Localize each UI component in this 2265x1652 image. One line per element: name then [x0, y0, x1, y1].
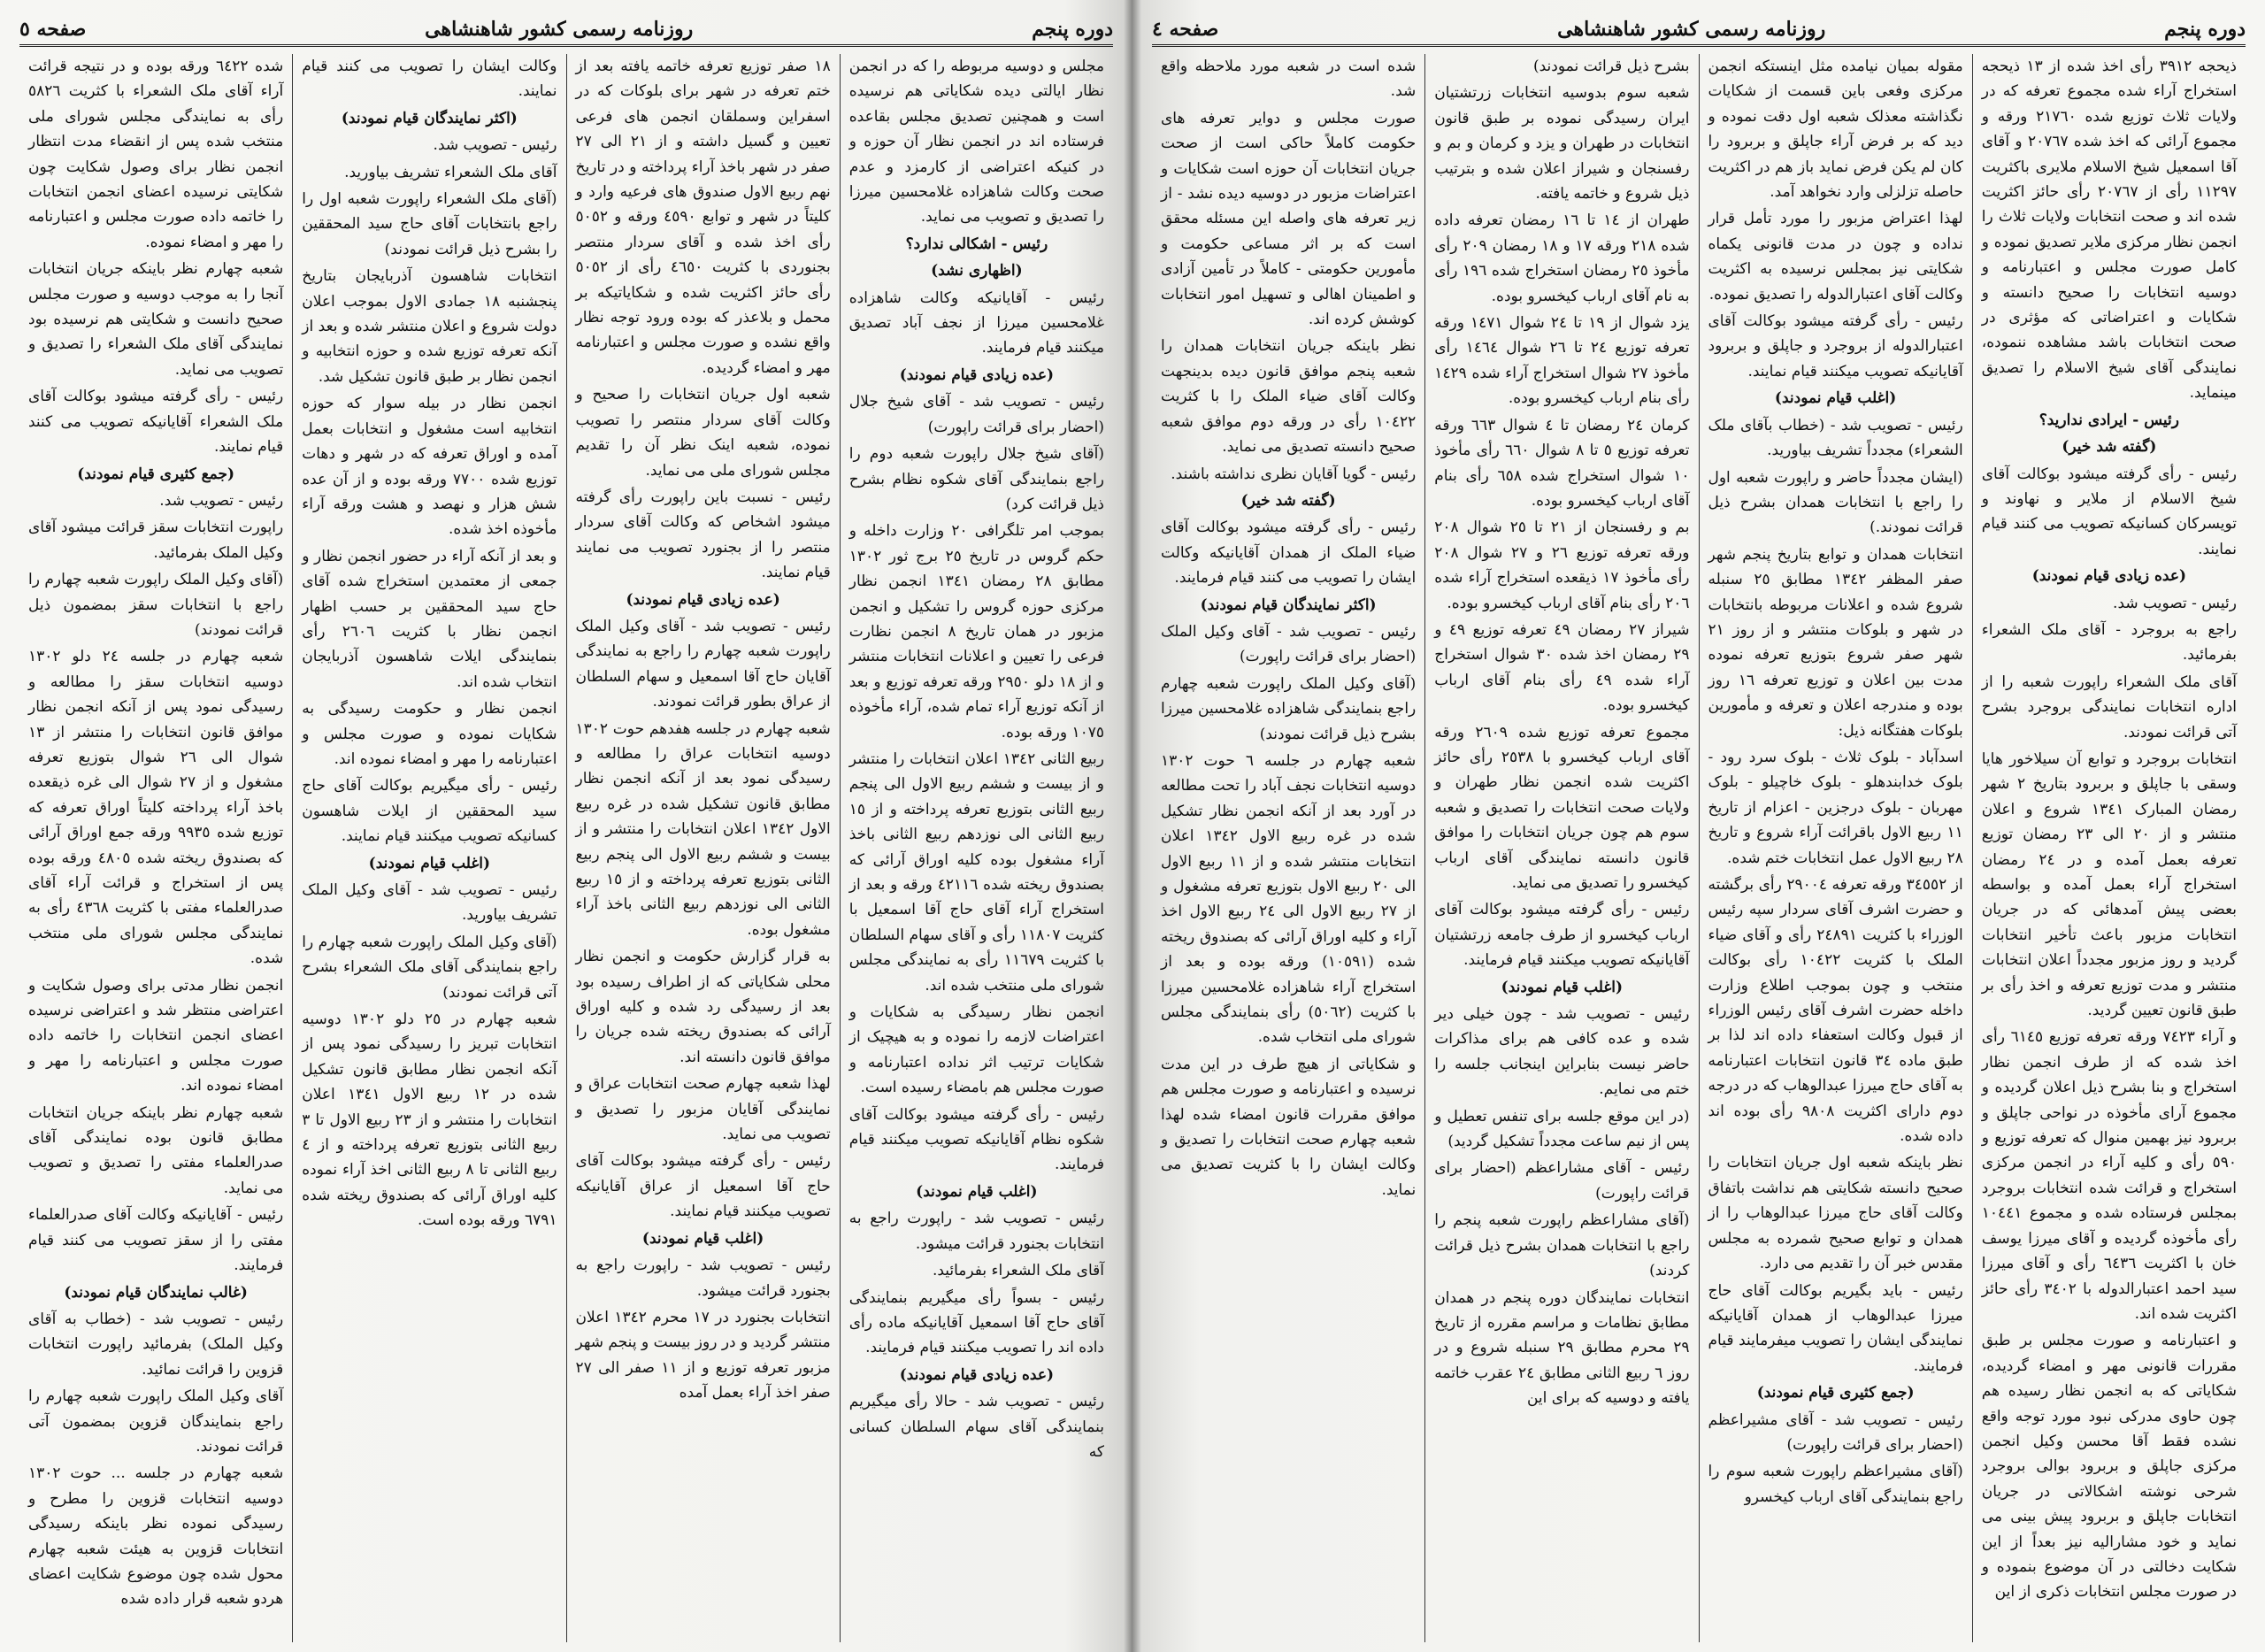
paragraph: لهذا شعبه چهارم صحت انتخابات عراق و نمایندگی آقایان مزبور را تصدیق و تصویب می نماید.: [575, 1075, 831, 1144]
paragraph: شعبه چهارم در جلسه ٢٤ دلو ١٣٠٢ دوسیه انتخابات سقز را مطالعه و رسیدگی نمود پس از آنکه انجمن نظار موافق قانون انتخابات را منتشر از ١٣ شوال الی ٢٦ شوال بتوزیع تعرفه مشغول و از ٢٧ شوال الی غره ذیقعده باخذ آراء پرداخته کلیتاً اوراق تعرفه که توزیع شده ٩٩٣٥ ورقه جمع اوراق آرائی که بصندوق ریخته شده ٤٨٠٥ ورقه بوده پس از استخراج و قرائت آراء آقای صدرالعلماء مفتی با کثریت ٤٣٦٨ رأی به نمایندگی مجلس شورای ملی منتخب شده.: [28, 648, 284, 968]
paragraph: (گفته شد خیر): [1240, 491, 1336, 510]
paragraph: و شکایاتی از هیچ طرف در این مدت نرسیده و اعتبارنامه و صورت مجلس هم موافق مقررات قانون امضاء شده لهذا شعبه چهارم صحت انتخابات را تصدیق و وکالت ایشان را با کثریت تصدیق می نماید.: [1161, 1055, 1417, 1199]
paragraph: مجموع تعرفه توزیع شده ٢٦٠٩ ورقه آقای ارباب کیخسرو با ٢٥٣٨ رأی حائز اکثریت شده انجمن نظار طهران و ولایات صحت انتخابات را تصدیق و شعبه سوم هم چون جریان انتخابات را موافق قانون دانسته نمایندگی آقای ارباب کیخسرو را تصدیق می نماید.: [1434, 723, 1690, 892]
paragraph: یزد شوال از ١٩ تا ٢٤ شوال ١٤٧١ ورقه تعرفه توزیع ٢٤ تا ٢٦ شوال ١٤٦٤ رأی مأخوذ ٢٧ شوال استخراج آراء شده ١٤٢٩ رأی بنام ارباب کیخسرو بوده.: [1434, 314, 1690, 408]
paragraph: انجمن نظار در بیله سوار که حوزه انتخابیه است مشغول و انتخابات بعمل آمده و اوراق تعرفه که در شهر و دهات توزیع شده ٧٧٠٠ ورقه بوده و از آن عده شش هزار و نهصد و هشت ورقه آراء مأخوذه اخذ شده.: [302, 395, 557, 539]
paragraph: و آراء ٧٤٢٣ ورقه تعرفه توزیع ٦١٤٥ رأی اخذ شده که از طرف انجمن نظار استخراج و بنا بشرح ذیل اعلان گردیده و مجموع آرای مأخوذه در نواحی جاپلق و بربرود نیز بهمین منوال که تعرفه توزیع و ٥٩٠ رأی و کلیه آراء در انجمن مرکزی استخراج و قرائت شده انتخابات بروجرد بمجلس فرستاده شده و مجموع ١٠٤٤١ رأی مأخوذه گردیده و آقای میرزا یوسف خان با اکثریت ٦٤٣٦ رأی و آقای میرزا سید احمد اعتبارالدوله با ٣٤٠٢ رأی حائز اکثریت شده اند.: [1981, 1028, 2237, 1323]
paragraph: شعبه چهارم در جلسه هفدهم حوت ١٣٠٢ دوسیه انتخابات عراق را مطالعه و رسیدگی نمود بعد از آنکه انجمن نظار مطابق قانون تشکیل شده در غره ربیع الاول ١٣٤٢ اعلان انتخابات را منتشر و از بیست و ششم ربیع الاول الی پنجم ربیع الثانی بتوزیع تعرفه پرداخته و از ١٥ ربیع الثانی الی نوزدهم ربیع الثانی باخذ آراء مشغول بوده.: [575, 719, 831, 939]
paragraph: ربیع الثانی ١٣٤٢ اعلان انتخابات را منتشر و از بیست و ششم ربیع الاول الی پنجم ربیع الثانی بتوزیع تعرفه پرداخته و از ١٥ ربیع الثانی الی نوزدهم ربیع الثانی باخذ آراء مشغول بوده کلیه اوراق آرائی که بصندوق ریخته شده ٤٢١١٦ ورقه و بعد از استخراج آراء آقای حاج آقا اسمعیل با کثریت ١١٨٠٧ رأی و آقای سهام السلطان با کثریت ١١٦٧٩ رأی به نمایندگی مجلس شورای ملی منتخب شده اند.: [848, 749, 1104, 995]
paragraph: شده است در شعبه مورد ملاحظه واقع شد.: [1161, 58, 1417, 101]
paragraph: رئیس - تصویب شد - راپورت راجع به انتخابات بجنورد قرائت میشود.: [848, 1210, 1104, 1253]
text-column: [19, 54, 292, 1642]
paragraph: رئیس - نسبت باین راپورت رأی گرفته میشود اشخاص که وکالت آقای سردار منتصر را از بجنورد تصویب می نمایند قیام نمایند.: [575, 488, 831, 582]
right-page: [1132, 0, 2265, 1652]
left-page: [0, 0, 1132, 1652]
paragraph: راپورت انتخابات سقز قرائت میشود آقای وکیل الملک بفرمائید.: [28, 519, 284, 562]
paragraph: به قرار گزارش حکومت و انجمن نظار محلی شکایاتی که از اطراف رسیده بود بعد از رسیدگی رد شده و کلیه اوراق آرائی که بصندوق ریخته شده جریان را موافق قانون دانسته اند.: [575, 948, 831, 1066]
columns: [1152, 54, 2246, 1642]
paragraph: رئیس - آقای مشاراعظم (احضار برای قرائت راپورت): [1434, 1159, 1690, 1203]
paragraph: کرمان ٢٤ رمضان تا ٤ شوال ٦٦٣ ورقه تعرفه توزیع ٥ تا ٨ شوال ٦٦٠ رأی مأخوذ ١٠ شوال استخراج شده ٦٥٨ رأی بنام آقای ارباب کیخسرو بوده.: [1434, 416, 1690, 510]
paragraph: رئیس - ایرادی ندارید؟: [2038, 411, 2179, 429]
paragraph: رئیس - تصویب شد - (خطاب بآقای ملک الشعراء) مجدداً تشریف بیاورید.: [1708, 416, 1963, 460]
paragraph: شعبه چهارم در جلسه ٦ حوت ١٣٠٢ دوسیه انتخابات نجف آباد را تحت مطالعه در آورد بعد از آنکه انجمن نظار تشکیل شده در غره ربیع الاول ١٣٤٢ اعلان انتخابات منتشر شده و از ١١ ربیع الاول الی ٢٠ ربیع الاول بتوزیع تعرفه مشغول و از ٢٧ ربیع الاول الی ٢٤ ربیع الاول اخذ آراء و کلیه اوراق آرائی که بصندوق ریخته شده (١٠٥٩١) ورقه بوده و بعد از استخراج آراء شاهزاده غلامحسین میرزا با کثریت (٥٠٦٢) رأی بنمایندگی مجلس شورای ملی انتخاب شده.: [1161, 751, 1417, 1047]
paragraph: وکالت ایشان را تصویب می کنند قیام نمایند.: [302, 58, 557, 101]
page-header: [1152, 14, 2246, 47]
text-column: [840, 54, 1113, 1642]
period-label: دوره پنجم: [2164, 18, 2246, 41]
paragraph: رئیس - رأی گرفته میشود بوکالت آقای ارباب کیخسرو از طرف جامعه زرتشتیان آقایانیکه تصویب میکنند قیام فرمایند.: [1434, 901, 1690, 970]
paragraph: رئیس - تصویب شد.: [2113, 594, 2237, 612]
paragraph: مجلس و دوسیه مربوطه را که در انجمن نظار ایالتی دیده شکایاتی هم نرسیده است و همچنین تصدیق مجلس بقاعده فرستاده اند در انجمن نظار آن حوزه و در کنیکه اعتراضی از کارمزد و عدم صحت وکالت شاهزاده غلامحسین میرزا را تصدیق و تصویب می نماید.: [848, 58, 1104, 227]
paragraph: انجمن نظار و حکومت رسیدگی به شکایات نموده و صورت مجلس و اعتبارنامه را مهر و امضاء نموده اند.: [302, 700, 557, 768]
paragraph: رئیس - آقایانیکه وکالت آقای صدرالعلماء مفتی را از سقز تصویب می کنند قیام فرمایند.: [28, 1206, 284, 1275]
paragraph: (اغلب قیام نمودند): [368, 854, 491, 872]
paragraph: رئیس - رأی میگیریم بوکالت آقای حاج سید المحققین از ایلات شاهسون کسانیکه تصویب میکنند قیام نمایند.: [302, 777, 557, 846]
paragraph: رئیس - تصویب شد - آقای وکیل الملک (احضار برای قرائت راپورت): [1161, 622, 1417, 666]
paragraph: رئیس - رأی گرفته میشود بوکالت آقای حاج آقا اسمعیل از عراق آقایانیکه تصویب میکنند قیام نمایند.: [575, 1152, 831, 1221]
paragraph: (ایشان مجدداً حاضر و راپورت شعبه اول را راجع با انتخابات همدان بشرح ذیل قرائت نمودند.): [1708, 468, 1963, 537]
paragraph: آقای وکیل الملک راپورت شعبه چهارم را راجع بنمایندگان قزوین بمضمون آتی قرائت نمودند.: [28, 1387, 284, 1456]
paragraph: انتخابات همدان و توابع بتاریخ پنجم شهر صفر المظفر ١٣٤٢ مطابق ٢٥ سنبله شروع شده و اعلانات مربوطه بانتخابات در شهر و بلوکات منتشر و از روز ٢١ شهر صفر شروع بتوزیع تعرفه نموده مدت بین اعلان و توزیع تعرفه ١٦ روز بوده و مندرجه اعلان و تعرفه و مأمورین بلوکات هفتگانه ذیل:: [1708, 545, 1963, 740]
paragraph: (جمع کثیری قیام نمودند): [1756, 1384, 1915, 1402]
paragraph: رئیس - رأی گرفته میشود بوکالت آقای ملک الشعراء آقایانیکه تصویب می کنند قیام نمایند.: [28, 388, 284, 457]
paragraph: (اکثر نمایندگان قیام نمودند): [341, 109, 518, 127]
paragraph: (در این موقع جلسه برای تنفس تعطیل و پس از نیم ساعت مجدداً تشکیل گردید): [1434, 1107, 1690, 1151]
paragraph: ١٨ صفر توزیع تعرفه خاتمه یافته بعد از ختم تعرفه در شهر برای بلوکات که در اسفراین وسملقان انجمن های فرعی تعیین و گسیل داشته و از ٢١ الی ٢٧ صفر در شهر باخذ آراء پرداخته و در تاریخ نهم ربیع الاول صندوق های فرعیه وارد و کلیتاً در شهر و توابع ٤٥٩٠ ورقه و ٥٠٥٢ رأی اخذ شده و آقای سردار منتصر بجنوردی با کثریت ٤٦٥٠ رأی از ٥٠٥٢ رأی حائز اکثریت شده و شکایاتیکه بر محمل و بلاعذر که بوده ورود توجه نظار واقع نشده و صورت مجلس و اعتبارنامه مهر و امضاء گردیده.: [575, 58, 831, 377]
paragraph: (آقای وکیل الملک راپورت شعبه چهارم را راجع با انتخابات سقز بمضمون ذیل قرائت نمودند): [28, 571, 284, 639]
text-column: [1972, 54, 2246, 1642]
paragraph: (اظهاری نشد): [931, 262, 1023, 280]
paragraph: (عده زیادی قیام نمودند): [626, 590, 780, 609]
paragraph: انتخابات شاهسون آذربایجان بتاریخ پنجشنبه ١٨ جمادی الاول بموجب اعلان دولت شروع و اعلان منتشر شده و بعد از آنکه تعرفه توزیع شده و حوزه انتخابیه و انجمن نظار بر طبق قانون تشکیل شد.: [302, 267, 557, 386]
paragraph: نظر باینکه شعبه اول جریان انتخابات را صحیح دانسته شکایتی هم نداشت باتفاق وکالت آقای حاج میرزا عبدالوهاب را از همدان و توابع صحیح شمرده به مجلس مقدس خبر آن را تقدیم می دارد.: [1708, 1154, 1963, 1273]
paragraph: از ٣٤٥٥٢ ورقه تعرفه ٢٩٠٠٤ رأی برگشته و حضرت اشرف آقای سردار سپه رئیس الوزراء با کثریت ٢٤٨٩١ رأی و آقای ضیاء الملک با کثریت ١٠٤٢٢ رأی بوکالت منتخب و چون بموجب اطلاع وزارت داخله حضرت اشرف آقای رئیس الوزراء از قبول وکالت استعفاء داده اند لذا بر طبق ماده ٣٤ قانون انتخابات اعتبارنامه به آقای حاج میرزا عبدالوهاب که در درجه دوم دارای اکثریت ٩٨٠٨ رأی بوده اند داده شده.: [1708, 876, 1963, 1146]
paragraph: (آقای وکیل الملک راپورت شعبه چهارم را راجع بنمایندگی آقای ملک الشعراء بشرح آتی قرائت نمودند): [302, 933, 557, 1002]
paragraph: ذیحجه ٣٩١٢ رأی اخذ شده از ١٣ ذیحجه استخراج آراء شده مجموع تعرفه که در ولایات ثلاث توزیع شده ٢١٧٦٠ ورقه و مجموع آرائی که اخذ شده ٢٠٧٦٧ و آقای آقا اسمعیل شیخ الاسلام ملایری باکثریت ١١٢٩٧ رأی از ٢٠٧٦٧ رأی حائز اکثریت شده اند و صحت انتخابات ولایات ثلاث را انجمن نظار مرکزی ملایر تصدیق نموده و کامل صورت مجلس و اعتبارنامه و دوسیه انتخابات را صحیح دانسته و شکایات و اعتراضاتی که مؤثری در صحت انتخابات باشد مشاهده ننموده، نمایندگی آقای شیخ الاسلام را تصدیق مینماید.: [1981, 58, 2237, 403]
paragraph: شعبه چهارم نظر باینکه جریان انتخابات آنجا را به موجب دوسیه و صورت مجلس صحیح دانست و شکایتی هم نرسیده بود نمایندگی آقای ملک الشعراء را تصدیق و تصویب می نماید.: [28, 260, 284, 379]
paragraph: رئیس - تصویب شد - آقای وکیل الملک تشریف بیاورید.: [302, 881, 557, 925]
paragraph: مقوله بمیان نیامده مثل اینستکه انجمن مرکزی وفعی باین قسمت از شکایات نگذاشته معذلک شعبه اول دقت نموده و دید که بر فرض آراء جاپلق و بربرود را کان لم یکن فرض نماید باز هم در اکثریت حاصله تزلزلی وارد نخواهد آمد.: [1708, 58, 1963, 202]
paragraph: و اعتبارنامه و صورت مجلس بر طبق مقررات قانونی مهر و امضاء گردیده، شکایاتی که به انجمن نظار رسیده هم چون حاوی مدرکی نبود مورد توجه واقع نشده فقط آقا محسن وکیل انجمن مرکزی جاپلق و بربرود بوالی بروجرد شرحی نوشته اشکالاتی در جریان انتخابات جاپلق و بربرود پیش بینی می نماید و خود مشارالیه نیز بعداً از این شکایت دخالتی در آن موضوع بنموده و در صورت مجلس انتخابات ذکری از این: [1981, 1332, 2237, 1602]
paragraph: (اغلب قیام نمودند): [641, 1229, 764, 1248]
text-column: [292, 54, 565, 1642]
paragraph: صورت مجلس و دوایر تعرفه های حکومت کاملاً حاکی است از صحت جریان انتخابات آن حوزه است شکایات و اعتراضات مزبور در دوسیه دیده نشد - از زیر تعرفه های واصله این مسئله محقق است که بر اثر مساعی حکومت و مأمورین حکومتی - کاملاً در تأمین آزادی و اطمینان اهالی و تسهیل امور انتخابات کوشش کرده اند.: [1161, 109, 1417, 329]
page-number: صفحه ٥: [19, 18, 87, 41]
paragraph: رئیس - تصویب شد.: [159, 491, 284, 510]
paragraph: (اغلب قیام نمودند): [1774, 389, 1897, 408]
paragraph: (آقای شیخ جلال راپورت شعبه دوم را راجع بنمایندگی آقای شکوه نظام بشرح ذیل قرائت کرد): [848, 445, 1104, 513]
paragraph: شیراز ٢٧ رمضان ٤٩ تعرفه توزیع ٤٩ و ٢٩ رمضان اخذ شده ٣٠ شوال استخراج آراء شده ٤٩ رأی بنام آقای ارباب کیخسرو بوده.: [1434, 620, 1690, 715]
paragraph: (اکثر نمایندگان قیام نمودند): [1200, 595, 1377, 614]
paragraph: آقای ملک الشعراء راپورت شعبه را از اداره انتخابات نمایندگی بروجرد بشرح آتی قرائت نمودند.: [1981, 672, 2237, 741]
paragraph: رئیس - بسواً رأی میگیریم بنمایندگی آقای حاج آقا اسمعیل آقایانیکه ماده رأی داده اند را تصویب میکنند قیام فرمایند.: [848, 1288, 1104, 1357]
paragraph: رئیس - تصویب شد - چون خیلی دیر شده و عده کافی هم برای مذاکرات حاضر نیست بنابراین اینجانب جلسه را ختم می نمایم.: [1434, 1005, 1690, 1099]
text-column: [566, 54, 840, 1642]
paragraph: بم و رفسنجان از ٢١ تا ٢٥ شوال ٢٠٨ ورقه تعرفه توزیع ٢٦ و ٢٧ شوال ٢٠٨ رأی مأخوذ ١٧ ذیقعده استخراج آراء شده ٢٠٦ رأی بنام آقای ارباب کیخسرو بوده.: [1434, 519, 1690, 612]
paragraph: رئیس - باید بگیریم بوکالت آقای حاج میرزا عبدالوهاب از همدان آقایانیکه نمایندگی ایشان را تصویب میفرمایند قیام فرمایند.: [1708, 1281, 1963, 1375]
paragraph: شعبه چهارم نظر باینکه جریان انتخابات مطابق قانون بوده نمایندگی آقای صدرالعلماء مفتی را تصدیق و تصویب می نماید.: [28, 1103, 284, 1197]
paragraph: رئیس - تصویب شد - (خطاب به آقای وکیل الملک) بفرمائید راپورت انتخابات قزوین را قرائت نمائید.: [28, 1310, 284, 1379]
paragraph: (غالب نمایندگان قیام نمودند): [64, 1283, 248, 1302]
paragraph: لهذا اعتراض مزبور را مورد تأمل قرار نداده و چون در مدت قانونی یکماه شکایتی نیز بمجلس نرسیده به اکثریت وکالت آقای اعتبارالدوله را تصدیق نموده.: [1708, 210, 1963, 304]
paragraph: رئیس - تصویب شد - آقای وکیل الملک راپورت شعبه چهارم را راجع به نمایندگی آقایان حاج آقا اسمعیل و سهام السلطان از عراق بطور قرائت نمودند.: [575, 617, 831, 711]
columns: [19, 54, 1113, 1642]
paragraph: انتخابات بروجرد و توابع آن سیلاخور هایا وسقی با جاپلق و بربرود بتاریخ ٢ شهر رمضان المبارک ١٣٤١ شروع و اعلان منتشر و از ٢٠ الی ٢٣ رمضان توزیع تعرفه بعمل آمده و در ٢٤ رمضان استخراج آراء بعمل آمده و بواسطه بعضی پیش آمدهائی که در جریان انتخابات مزبور باعث تأخیر انتخابات گردید و روز مزبور مجدداً اعلان انتخابات منتشر و مدت توزیع تعرفه و اخذ رأی بر طبق قانون تعیین گردید.: [1981, 749, 2237, 1020]
paragraph: آقای ملک الشعراء تشریف بیاورید.: [344, 163, 557, 181]
paragraph: طهران از ١٤ تا ١٦ رمضان تعرفه داده شده ٢١٨ ورقه ١٧ و ١٨ رمضان ٢٠٩ رأی مأخوذ ٢٥ رمضان استخراج شده ١٩٦ رأی به نام آقای ارباب کیخسرو بوده.: [1434, 211, 1690, 305]
paragraph: راجع به بروجرد - آقای ملک الشعراء بفرمائید.: [1981, 620, 2237, 665]
paragraph: (عده زیادی قیام نمودند): [2031, 567, 2187, 586]
paragraph: انجمن نظار رسیدگی به شکایات و اعتراضات لازمه را نموده و به هیچیک از شکایات ترتیب اثر نداده اعتبارنامه و صورت مجلس هم بامضاء رسیده است.: [848, 1003, 1104, 1097]
paragraph: شده ٦٤٢٢ ورقه بوده و در نتیجه قرائت آراء آقای ملک الشعراء با کثریت ٥٨٢٦ رأی به نمایندگی مجلس شورای ملی منتخب شده پس از انقضاء مدت انتظار انجمن نظار برای وصول شکایت چون شکایتی نرسیده اعضای انجمن انتخابات را خاتمه داده صورت مجلس و اعتبارنامه را مهر و امضاء نموده.: [28, 58, 284, 251]
paragraph: انجمن نظار مدتی برای وصول شکایت و اعتراضی منتظر شد و اعتراضی نرسیده اعضای انجمن انتخابات را خاتمه داده صورت مجلس و اعتبارنامه را مهر و امضاء نموده اند.: [28, 976, 284, 1095]
paragraph: رئیس - تصویب شد - راپورت راجع به بجنورد قرائت میشود.: [575, 1256, 831, 1300]
paragraph: رئیس - گویا آقایان نظری نداشته باشند.: [1171, 465, 1417, 483]
paragraph: شعبه چهارم در جلسه ... حوت ١٣٠٢ دوسیه انتخابات قزوین را مطرح و رسیدگی نموده نظر باینکه رسیدگی انتخابات قزوین به هیئت شعبه چهارم محول شده چون موضوع شکایت اعضای هردو شعبه قرار داده شده: [28, 1464, 284, 1609]
paragraph: رئیس - رأی گرفته میشود بوکالت آقای اعتبارالدوله از بروجرد و جاپلق و بربرود آقایانیکه تصویب میکنند قیام نمایند.: [1708, 312, 1963, 380]
paragraph: و بعد از آنکه آراء در حضور انجمن نظار و جمعی از معتمدین استخراج شده آقای حاج سید المحققین بر حسب اظهار انجمن نظار با کثریت ٢٦٠٦ رأی بنمایندگی ایلات شاهسون آذربایجان انتخاب شده اند.: [302, 547, 557, 691]
paragraph: (آقای مشیراعظم راپورت شعبه سوم را راجع بنمایندگی آقای ارباب کیخسرو: [1708, 1463, 1963, 1506]
text-column: [1424, 54, 1698, 1642]
paragraph: رئیس - تصویب شد - آقای شیخ جلال (احضار برای قرائت راپورت): [848, 393, 1104, 436]
paragraph: (آقای وکیل الملک راپورت شعبه چهارم راجع بنمایندگی شاهزاده غلامحسین میرزا بشرح ذیل قرائت نمودند): [1161, 674, 1417, 743]
paragraph: (عده زیادی قیام نمودند): [899, 1365, 1055, 1384]
page-header: [19, 14, 1113, 47]
page-number: صفحه ٤: [1152, 18, 1219, 41]
text-column: [1152, 54, 1424, 1642]
paragraph: انتخابات بجنورد در ١٧ محرم ١٣٤٢ اعلان منتشر گردید و در روز بیست و پنجم شهر مزبور تعرفه توزیع و از ١١ صفر الی ٢٧ صفر اخذ آراء بعمل آمده: [575, 1308, 831, 1402]
paragraph: نظر باینکه جریان انتخابات همدان را شعبه پنجم موافق قانون دیده بدینجهت وکالت آقای ضیاء الملک را با کثریت ١٠٤٢٢ رأی در ورقه دوم موافق شعبه صحیح دانسته تصدیق می نماید.: [1161, 337, 1417, 457]
paragraph: (جمع کثیری قیام نمودند): [77, 465, 235, 483]
paragraph: بشرح ذیل قرائت نمودند): [1533, 58, 1690, 75]
paragraph: رئیس - تصویب شد.: [433, 136, 557, 155]
paragraph: (آقای ملک الشعراء راپورت شعبه اول را راجع بانتخابات آقای حاج سید المحققین را بشرح ذیل قرائت نمودند): [302, 190, 557, 258]
paragraph: رئیس - آقایانیکه وکالت شاهزاده غلامحسین میرزا از نجف آباد تصدیق میکنند قیام فرمایند.: [848, 288, 1104, 357]
text-column: [1699, 54, 1972, 1642]
paragraph: شعبه چهارم در ٢٥ دلو ١٣٠٢ دوسیه انتخابات تبریز را رسیدگی نمود پس از آنکه انجمن نظار مطابق قانون تشکیل شده در ١٢ ربیع الاول ١٣٤١ اعلان انتخابات را منتشر و از ٢٣ ربیع الاول تا ٣ ربیع الثانی بتوزیع تعرفه پرداخته و از ٤ ربیع الثانی تا ٨ ربیع الثانی اخذ آراء نموده کلیه اوراق آرائی که بصندوق ریخته شده ٦٧٩١ ورقه بوده است.: [302, 1010, 557, 1230]
paragraph: (عده زیادی قیام نمودند): [899, 365, 1055, 384]
paragraph: رئیس - تصویب شد - حالا رأی میگیریم بنمایندگی آقای سهام السلطان کسانی که: [848, 1393, 1104, 1461]
paragraph: رئیس - تصویب شد - آقای مشیراعظم (احضار برای قرائت راپورت): [1708, 1410, 1963, 1454]
paragraph: شعبه اول جریان انتخابات را صحیح و وکالت آقای سردار منتصر را تصویب نموده، شعبه اینک نظر آن را تقدیم مجلس شورای ملی می نماید.: [575, 386, 831, 480]
paragraph: اسدآباد - بلوک ثلاث - بلوک سرد رود - بلوک خدابندهلو - بلوک خاچیلو - بلوک مهربان - بلوک درجزین - اعزام از تاریخ ١١ ربیع الاول باقرائت آراء شروع و تاریخ ٢٨ ربیع الاول عمل انتخابات ختم شده.: [1708, 748, 1963, 867]
paragraph: رئیس - رأی گرفته میشود بوکالت آقای شکوه نظام آقایانیکه تصویب میکنند قیام فرمایند.: [848, 1105, 1104, 1174]
paragraph: شعبه سوم بدوسیه انتخابات زرتشتیان ایران رسیدگی نموده بر طبق قانون انتخابات در طهران و یزد و کرمان و بم و رفسنجان و شیراز اعلان شده و بترتیب ذیل شروع و خاتمه یافته.: [1434, 84, 1690, 204]
paragraph: (گفته شد خیر): [2062, 438, 2157, 457]
paragraph: رئیس - اشکالی ندارد؟: [905, 234, 1048, 253]
paragraph: انتخابات نمایندگان دوره پنجم در همدان مطابق نظامات و مراسم مقرره از تاریخ ٢٩ محرم مطابق ٢٩ سنبله شروع و در روز ٦ ربیع الثانی مطابق ٢٤ عقرب خاتمه یافته و دوسیه که برای این: [1434, 1288, 1690, 1408]
paragraph: (اغلب قیام نمودند): [916, 1182, 1038, 1201]
paragraph: (اغلب قیام نمودند): [1501, 978, 1624, 996]
paragraph: (آقای مشاراعظم راپورت شعبه پنجم را راجع با انتخابات همدان بشرح ذیل قرائت کردند): [1434, 1211, 1690, 1280]
newspaper-title: روزنامه رسمی کشور شاهنشاهی: [1557, 18, 1826, 41]
period-label: دوره پنجم: [1032, 18, 1113, 41]
newspaper-title: روزنامه رسمی کشور شاهنشاهی: [425, 18, 694, 41]
paragraph: بموجب امر تلگرافی ٢٠ وزارت داخله و حکم گروس در تاریخ ٢٥ برج ثور ١٣٠٢ مطابق ٢٨ رمضان ١٣٤١ انجمن نظار مرکزی حوزه گروس را تشکیل و انجمن مزبور در همان تاریخ ٨ انجمن نظارت فرعی را تعیین و اعلانات انتخابات منتشر و از ١٨ دلو ٢٩٥٠ ورقه تعرفه توزیع و بعد از آنکه توزیع آراء تمام شده، آراء مأخوذه ١٠٧٥ ورقه بوده.: [848, 522, 1105, 741]
paragraph: رئیس - رأی گرفته میشود بوکالت آقای ضیاء الملک از همدان آقایانیکه وکالت ایشان را تصویب می کنند قیام فرمایند.: [1161, 519, 1417, 588]
paragraph: رئیس - رأی گرفته میشود بوکالت آقای شیخ الاسلام از ملایر و نهاوند و تویسرکان کسانیکه تصویب می کنند قیام نمایند.: [1981, 465, 2237, 558]
paragraph: آقای ملک الشعراء بفرمائید.: [932, 1262, 1104, 1280]
